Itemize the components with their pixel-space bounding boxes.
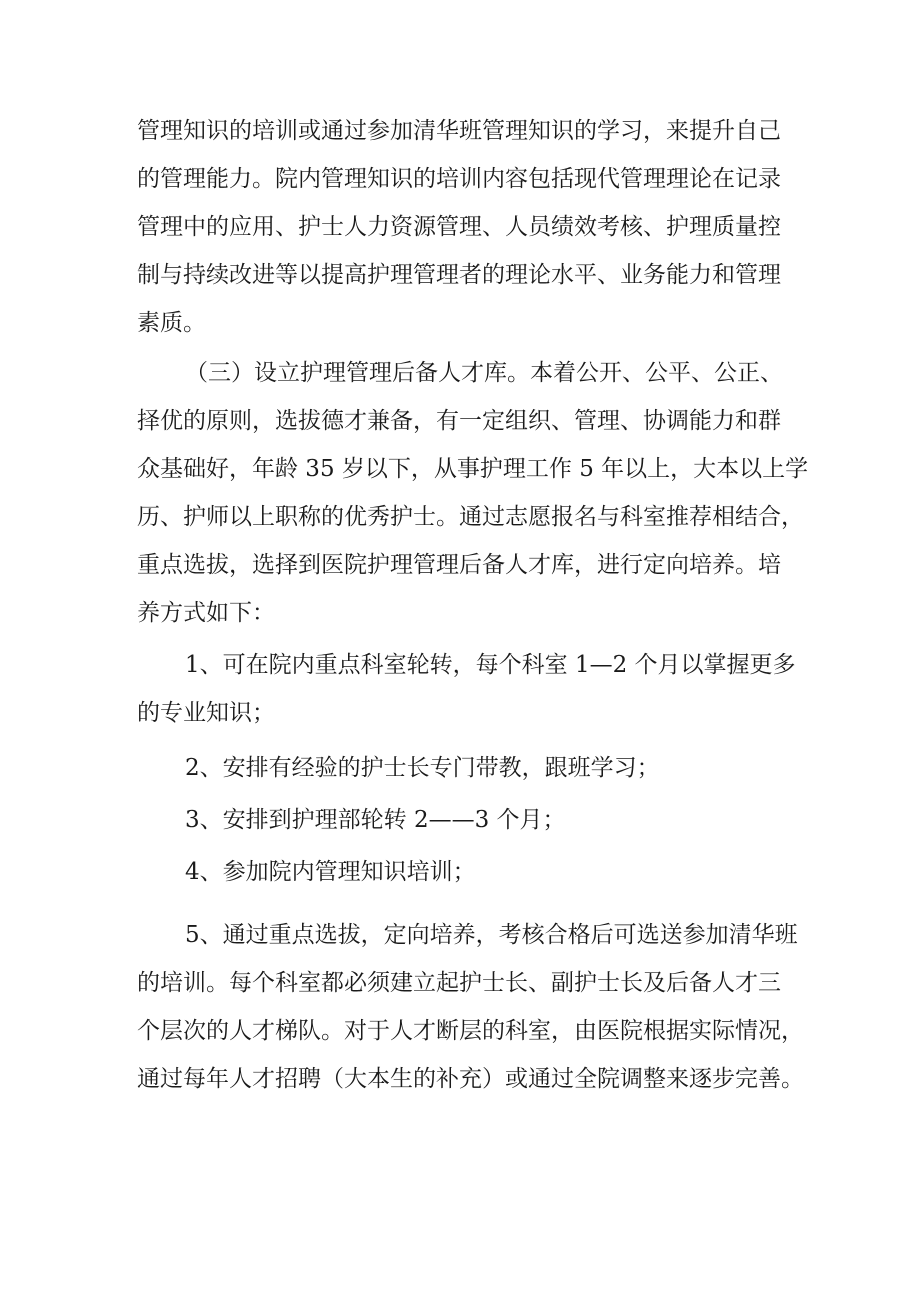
text-line: 制与持续改进等以提高护理管理者的理论水平、业务能力和管理 xyxy=(137,262,781,288)
text-line: 养方式如下： xyxy=(137,600,275,626)
text-line: 的专业知识； xyxy=(137,700,275,726)
paragraph-talent-pool xyxy=(137,349,817,637)
list-item-1 xyxy=(137,641,817,737)
text-line: 1、可在院内重点科室轮转，每个科室 1—2 个月以掌握更多 xyxy=(185,652,796,678)
text-line: 通过每年人才招聘（大本生的补充）或通过全院调整来逐步完善。 xyxy=(137,1066,804,1092)
text-line: 众基础好，年龄 35 岁以下，从事护理工作 5 年以上，大本以上学 xyxy=(137,456,809,482)
list-item-4 xyxy=(137,848,817,896)
text-line: 的培训。每个科室都必须建立起护士长、副护士长及后备人才三 xyxy=(137,970,781,996)
text-line: 5、通过重点选拔，定向培养，考核合格后可选送参加清华班 xyxy=(185,922,798,948)
list-item-3 xyxy=(137,796,817,844)
text-line: 历、护师以上职称的优秀护士。通过志愿报名与科室推荐相结合， xyxy=(137,504,804,530)
text-line-section-heading: （三）设立护理管理后备人才库。本着公开、公平、公正、 xyxy=(185,360,783,386)
text-line: 3、安排到护理部轮转 2——3 个月； xyxy=(185,807,566,833)
paragraph-management-training xyxy=(137,107,817,347)
list-item-2 xyxy=(137,744,817,792)
text-line: 的管理能力。院内管理知识的培训内容包括现代管理理论在记录 xyxy=(137,166,781,192)
text-line: 个层次的人才梯队。对于人才断层的科室，由医院根据实际情况， xyxy=(137,1018,804,1044)
text-line: 2、安排有经验的护士长专门带教，跟班学习； xyxy=(185,755,660,781)
text-line: 管理知识的培训或通过参加清华班管理知识的学习，来提升自己 xyxy=(137,118,781,144)
text-line: 择优的原则，选拔德才兼备，有一定组织、管理、协调能力和群 xyxy=(137,408,781,434)
list-item-5 xyxy=(137,911,817,1103)
text-line: 管理中的应用、护士人力资源管理、人员绩效考核、护理质量控 xyxy=(137,214,781,240)
text-line: 4、参加院内管理知识培训； xyxy=(185,859,476,885)
text-line: 素质。 xyxy=(137,310,206,336)
text-line: 重点选拔，选择到医院护理管理后备人才库，进行定向培养。培 xyxy=(137,552,781,578)
